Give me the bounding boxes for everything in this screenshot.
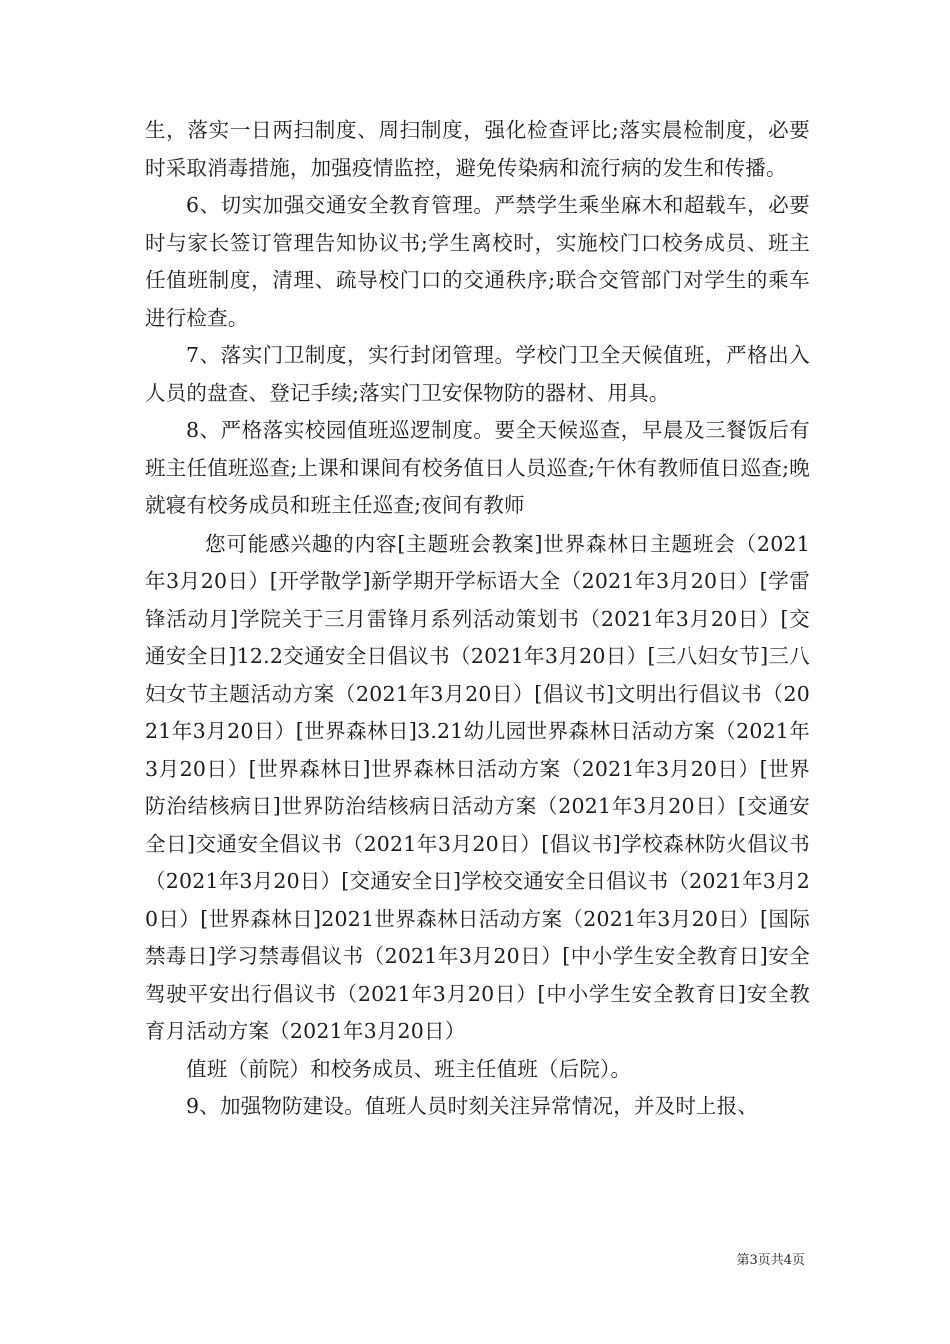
paragraph-item-8: 8、严格落实校园值班巡逻制度。要全天候巡查，早晨及三餐饭后有班主任值班巡查;上课和课间有校务值日人员巡查;午休有教师值日巡查;晚就寝有校务成员和班主任巡查;夜间有教师 [145, 418, 810, 517]
related-content-block: 您可能感兴趣的内容[主题班会教案]世界森林日主题班会（2021年3月20日）[开学散学]新学期开学标语大全（2021年3月20日）[学雷锋活动月]学院关于三月雷锋月系列活动策划书（2021年3月20日）[交通安全日]12.2交通安全日倡议书（2021年3月20日）[三八妇女节]三八妇女节主题活动方案（2021年3月20日）[倡议书]文明出行倡议书（2021年3月20日）[世界森林日]3.21幼儿园世界森林日活动方案（2021年3月20日）[世界森林日]世界森林日活动方案（2021年3月20日）[世界防治结核病日]世界防治结核病日活动方案（2021年3月20日）[交通安全日]交通安全倡议书（2021年3月20日）[倡议书]学校森林防火倡议书（2021年3月20日）[交通安全日]学校交通安全日倡议书（2021年3月20日）[世界森林日]2021世界森林日活动方案（2021年3月20日）[国际禁毒日]学习禁毒倡议书（2021年3月20日）[中小学生安全教育日]安全驾驶平安出行倡议书（2021年3月20日）[中小学生安全教育日]安全教育月活动方案（2021年3月20日） [145, 531, 810, 1043]
paragraph-item-9: 9、加强物防建设。值班人员时刻关注异常情况，并及时上报、 [186, 1094, 759, 1118]
paragraph-item-7: 7、落实门卫制度，实行封闭管理。学校门卫全天候值班，严格出入人员的盘查、登记手续;落实门卫安保物防的器材、用具。 [145, 343, 810, 405]
document-page [145, 112, 810, 1126]
paragraph-item-8-end: 值班（前院）和校务成员、班主任值班（后院）。 [186, 1056, 632, 1081]
paragraph-item-6: 6、切实加强交通安全教育管理。严禁学生乘坐麻木和超载车，必要时与家长签订管理告知协议书;学生离校时，实施校门口校务成员、班主任值班制度，清理、疏导校门口的交通秩序;联合交管部门对学生的乘车进行检查。 [145, 193, 810, 330]
paragraph-continuation: 生，落实一日两扫制度、周扫制度，强化检查评比;落实晨检制度，必要时采取消毒措施，加强疫情监控，避免传染病和流行病的发生和传播。 [145, 118, 810, 180]
page-number: 第3页共4页 [736, 1253, 805, 1268]
